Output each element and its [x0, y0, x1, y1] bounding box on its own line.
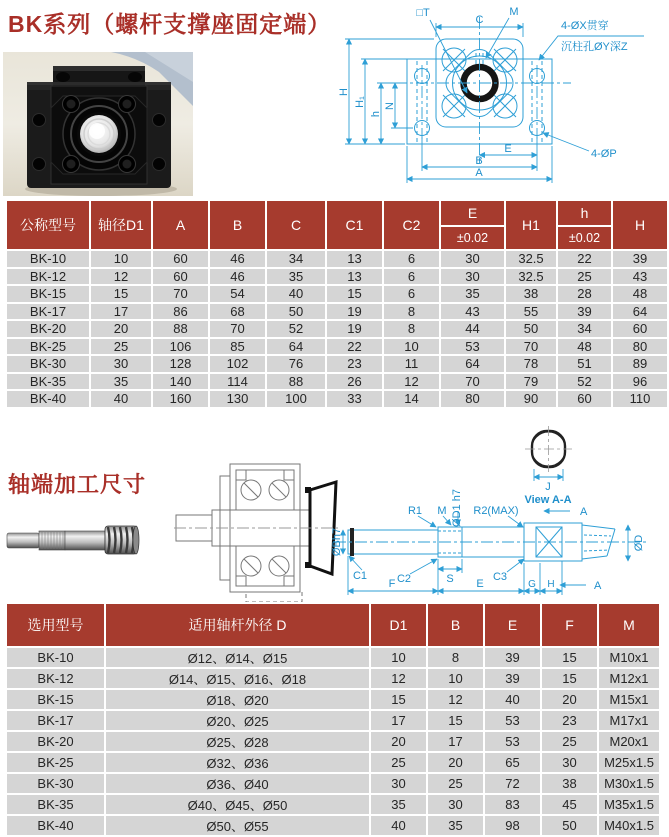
- table-cell: 25: [428, 774, 483, 793]
- table-row: [7, 795, 659, 814]
- dim-label-m2: M: [437, 505, 447, 517]
- t1-header-a: A: [153, 201, 208, 249]
- table-cell: 38: [506, 286, 556, 302]
- table-cell: 60: [558, 391, 611, 407]
- table-cell: 19: [327, 304, 382, 320]
- table-cell: 12: [428, 690, 483, 709]
- table-cell: 25: [558, 269, 611, 285]
- dim-label-d1h7: ØD1 h7: [451, 489, 463, 527]
- table-row: [7, 690, 659, 709]
- table-cell: 128: [153, 356, 208, 372]
- table-cell: 70: [441, 374, 504, 390]
- table-row: [7, 753, 659, 772]
- table-cell: BK-10: [7, 648, 104, 667]
- table-cell: 98: [485, 816, 540, 835]
- dim-label-t: □T: [416, 7, 430, 19]
- table-cell: 43: [441, 304, 504, 320]
- t1-header-c1: C1: [327, 201, 382, 249]
- table-cell: 30: [542, 753, 597, 772]
- table-cell: 32.5: [506, 251, 556, 267]
- table-cell: BK-20: [7, 732, 104, 751]
- table-row: [7, 339, 667, 355]
- table-cell: 6: [384, 251, 439, 267]
- table-cell: 35: [428, 816, 483, 835]
- table-row: [7, 304, 667, 320]
- table-row: [7, 391, 667, 407]
- table-cell: BK-40: [7, 391, 89, 407]
- t1-header-h-low: h: [558, 201, 611, 225]
- t2-header-m: M: [599, 604, 659, 646]
- table-cell: 50: [506, 321, 556, 337]
- table-cell: 83: [485, 795, 540, 814]
- table-cell: 76: [267, 356, 325, 372]
- table-cell: BK-17: [7, 304, 89, 320]
- dim-label-f: F: [388, 578, 396, 590]
- table-row: [7, 321, 667, 337]
- table-cell: 15: [428, 711, 483, 730]
- t1-header-b: B: [210, 201, 265, 249]
- t1-header-model: 公称型号: [7, 201, 89, 249]
- table-cell: 15: [542, 669, 597, 688]
- table-cell: 35: [267, 269, 325, 285]
- t1-header-shaft-dia: 轴径D1: [91, 201, 151, 249]
- table-cell: 88: [267, 374, 325, 390]
- table-row: [7, 251, 667, 267]
- dim-label-c2: C2: [396, 573, 412, 585]
- table-cell: BK-12: [7, 269, 89, 285]
- table-cell: 30: [91, 356, 151, 372]
- table-cell: M12x1: [599, 669, 659, 688]
- table-cell: 53: [441, 339, 504, 355]
- dim-label-c3: C3: [492, 571, 508, 583]
- table-cell: 100: [267, 391, 325, 407]
- table-cell: 48: [613, 286, 667, 302]
- table-cell: Ø12、Ø14、Ø15: [106, 648, 369, 667]
- table-cell: 106: [153, 339, 208, 355]
- dim-label-e: E: [476, 578, 484, 590]
- table-cell: 80: [441, 391, 504, 407]
- table-cell: 40: [267, 286, 325, 302]
- table-cell: BK-40: [7, 816, 104, 835]
- table-cell: M40x1.5: [599, 816, 659, 835]
- shaft-dimension-drawing: [330, 415, 650, 605]
- table-cell: 60: [153, 269, 208, 285]
- table-cell: 15: [91, 286, 151, 302]
- dim-label-h-small: h: [370, 110, 382, 118]
- table-cell: 30: [428, 795, 483, 814]
- t1-header-c: C: [267, 201, 325, 249]
- table-cell: 70: [506, 339, 556, 355]
- table-cell: 13: [327, 269, 382, 285]
- table-cell: Ø20、Ø25: [106, 711, 369, 730]
- table-cell: 20: [371, 732, 426, 751]
- t1-header-e: E: [441, 201, 504, 225]
- table-cell: 79: [506, 374, 556, 390]
- table-cell: M17x1: [599, 711, 659, 730]
- table-cell: 22: [558, 251, 611, 267]
- table-cell: 10: [428, 669, 483, 688]
- table-cell: BK-15: [7, 690, 104, 709]
- dim-label-p: 4-ØP: [591, 148, 617, 160]
- table-cell: 25: [542, 732, 597, 751]
- hole-note-line1: 4-ØX贯穿: [561, 20, 609, 32]
- table-cell: 45: [542, 795, 597, 814]
- table-cell: 34: [267, 251, 325, 267]
- section-title-shaft-end: 轴端加工尺寸: [8, 472, 147, 497]
- table-cell: 8: [384, 304, 439, 320]
- table-cell: 55: [506, 304, 556, 320]
- table-cell: 51: [558, 356, 611, 372]
- table-cell: BK-25: [7, 339, 89, 355]
- table-cell: 160: [153, 391, 208, 407]
- table1-body: [7, 251, 667, 407]
- dim-label-b: B: [475, 155, 483, 167]
- table-cell: 35: [441, 286, 504, 302]
- view-aa-label: View A-A: [524, 494, 572, 506]
- hole-note-line2: 沉柱孔ØY深Z: [561, 41, 628, 53]
- table-cell: 17: [428, 732, 483, 751]
- table-cell: Ø40、Ø45、Ø50: [106, 795, 369, 814]
- table-cell: 32.5: [506, 269, 556, 285]
- table-cell: 68: [210, 304, 265, 320]
- dim-label-c1: C1: [352, 570, 368, 582]
- table-cell: 64: [613, 304, 667, 320]
- table-cell: Ø50、Ø55: [106, 816, 369, 835]
- dim-label-a: A: [475, 167, 483, 179]
- table-cell: 39: [558, 304, 611, 320]
- table-cell: 10: [371, 648, 426, 667]
- table-cell: 17: [371, 711, 426, 730]
- table-cell: M30x1.5: [599, 774, 659, 793]
- table-cell: 54: [210, 286, 265, 302]
- table-cell: M15x1: [599, 690, 659, 709]
- table-cell: 34: [558, 321, 611, 337]
- table-cell: 90: [506, 391, 556, 407]
- table-row: [7, 648, 659, 667]
- table-cell: 30: [441, 269, 504, 285]
- table-cell: 39: [485, 669, 540, 688]
- table-cell: 53: [485, 711, 540, 730]
- dim-label-h-total: H: [338, 88, 350, 96]
- table-row: [7, 669, 659, 688]
- dim-label-e: E: [504, 143, 512, 155]
- table-cell: 6: [384, 286, 439, 302]
- table2-body: [7, 648, 659, 835]
- t1-header-h-tol: ±0.02: [558, 227, 611, 249]
- t1-header-e-tol: ±0.02: [441, 227, 504, 249]
- table-cell: 15: [327, 286, 382, 302]
- table-cell: 14: [384, 391, 439, 407]
- table-cell: 15: [542, 648, 597, 667]
- table-cell: M20x1: [599, 732, 659, 751]
- t1-header-h1: H1: [506, 201, 556, 249]
- table-cell: 48: [558, 339, 611, 355]
- table-cell: 40: [91, 391, 151, 407]
- table-cell: 35: [91, 374, 151, 390]
- t2-header-d1: D1: [371, 604, 426, 646]
- table-cell: BK-35: [7, 795, 104, 814]
- dim-label-j: J: [545, 481, 551, 493]
- table-cell: 70: [210, 321, 265, 337]
- table-cell: 50: [267, 304, 325, 320]
- t2-header-model: 选用型号: [7, 604, 104, 646]
- table-cell: 80: [613, 339, 667, 355]
- table-cell: 89: [613, 356, 667, 372]
- product-photo: [3, 52, 193, 196]
- table-cell: 50: [542, 816, 597, 835]
- table-cell: 15: [371, 690, 426, 709]
- dim-label-h1: H₁: [354, 96, 366, 108]
- t1-header-c2: C2: [384, 201, 439, 249]
- t1-header-h: H: [613, 201, 667, 249]
- table-cell: 60: [613, 321, 667, 337]
- table-cell: 38: [542, 774, 597, 793]
- table-row: [7, 356, 667, 372]
- table-cell: 30: [441, 251, 504, 267]
- bearing-section-drawing: [172, 452, 340, 604]
- table-cell: 12: [91, 269, 151, 285]
- table-cell: BK-15: [7, 286, 89, 302]
- table-cell: 12: [371, 669, 426, 688]
- table-cell: 114: [210, 374, 265, 390]
- section-arrow-a-top: A: [580, 506, 588, 518]
- table-row: [7, 711, 659, 730]
- table-cell: 33: [327, 391, 382, 407]
- table-row: [7, 286, 667, 302]
- table-cell: 46: [210, 251, 265, 267]
- table-cell: BK-12: [7, 669, 104, 688]
- table-cell: 22: [327, 339, 382, 355]
- front-view-drawing: [333, 3, 648, 195]
- dim-label-r2max: R2(MAX): [473, 505, 519, 517]
- shaft-photo: [5, 521, 140, 559]
- table-cell: 43: [613, 269, 667, 285]
- table-cell: 102: [210, 356, 265, 372]
- dim-label-s: S: [446, 573, 454, 585]
- table-cell: 53: [485, 732, 540, 751]
- table-cell: 28: [558, 286, 611, 302]
- table-cell: 17: [91, 304, 151, 320]
- table-cell: 88: [153, 321, 208, 337]
- dim-label-m: M: [509, 6, 519, 18]
- table-cell: 85: [210, 339, 265, 355]
- table-cell: 6: [384, 269, 439, 285]
- table-cell: 20: [428, 753, 483, 772]
- dim-label-bh7: ØBh7: [331, 527, 343, 557]
- table-cell: 11: [384, 356, 439, 372]
- table-cell: BK-25: [7, 753, 104, 772]
- table-cell: 78: [506, 356, 556, 372]
- table-cell: 35: [371, 795, 426, 814]
- table-cell: 20: [91, 321, 151, 337]
- table-cell: BK-35: [7, 374, 89, 390]
- table-row: [7, 774, 659, 793]
- table-cell: 10: [384, 339, 439, 355]
- dim-label-h: H: [547, 579, 555, 590]
- t2-header-b: B: [428, 604, 483, 646]
- table-cell: 25: [371, 753, 426, 772]
- table-cell: 39: [485, 648, 540, 667]
- table-cell: M10x1: [599, 648, 659, 667]
- table-row: [7, 816, 659, 835]
- table-cell: 86: [153, 304, 208, 320]
- table-cell: 13: [327, 251, 382, 267]
- table-cell: 46: [210, 269, 265, 285]
- dimension-table: [5, 199, 669, 409]
- table-row: [7, 732, 659, 751]
- table-cell: 96: [613, 374, 667, 390]
- table-cell: 26: [327, 374, 382, 390]
- dim-label-d: ØD: [633, 534, 645, 552]
- table-cell: 10: [91, 251, 151, 267]
- table-cell: 64: [441, 356, 504, 372]
- table-cell: BK-20: [7, 321, 89, 337]
- table-row: [7, 269, 667, 285]
- table-cell: 70: [153, 286, 208, 302]
- table-cell: 44: [441, 321, 504, 337]
- table-cell: 23: [327, 356, 382, 372]
- table-cell: 8: [384, 321, 439, 337]
- table-cell: 25: [91, 339, 151, 355]
- table-cell: 110: [613, 391, 667, 407]
- table-cell: 12: [384, 374, 439, 390]
- table-cell: 65: [485, 753, 540, 772]
- table-cell: 39: [613, 251, 667, 267]
- table-cell: 52: [558, 374, 611, 390]
- table-cell: 130: [210, 391, 265, 407]
- table-cell: 52: [267, 321, 325, 337]
- table-cell: Ø36、Ø40: [106, 774, 369, 793]
- table-cell: Ø18、Ø20: [106, 690, 369, 709]
- table-row: [7, 374, 667, 390]
- table-cell: M35x1.5: [599, 795, 659, 814]
- table-cell: M25x1.5: [599, 753, 659, 772]
- table-cell: 64: [267, 339, 325, 355]
- table-cell: BK-10: [7, 251, 89, 267]
- table-cell: BK-17: [7, 711, 104, 730]
- table-cell: 30: [371, 774, 426, 793]
- table-cell: 40: [485, 690, 540, 709]
- table-cell: Ø14、Ø15、Ø16、Ø18: [106, 669, 369, 688]
- table-cell: Ø32、Ø36: [106, 753, 369, 772]
- table-cell: BK-30: [7, 774, 104, 793]
- section-arrow-a-bottom: A: [594, 580, 602, 592]
- page-title: BK系列（螺杆支撑座固定端）: [8, 11, 332, 37]
- t2-header-rod-dia: 适用轴杆外径 D: [106, 604, 369, 646]
- dim-label-n: N: [384, 102, 396, 110]
- table-cell: 19: [327, 321, 382, 337]
- table-cell: BK-30: [7, 356, 89, 372]
- table-cell: 20: [542, 690, 597, 709]
- dim-label-c: C: [475, 14, 484, 26]
- table-cell: Ø25、Ø28: [106, 732, 369, 751]
- t2-header-e: E: [485, 604, 540, 646]
- t2-header-f: F: [542, 604, 597, 646]
- selection-table: [5, 602, 661, 837]
- table-cell: 8: [428, 648, 483, 667]
- table-cell: 40: [371, 816, 426, 835]
- table-cell: 23: [542, 711, 597, 730]
- table-cell: 60: [153, 251, 208, 267]
- table-cell: 72: [485, 774, 540, 793]
- dim-label-r1: R1: [407, 505, 423, 517]
- dim-label-g: G: [528, 579, 536, 590]
- table-cell: 140: [153, 374, 208, 390]
